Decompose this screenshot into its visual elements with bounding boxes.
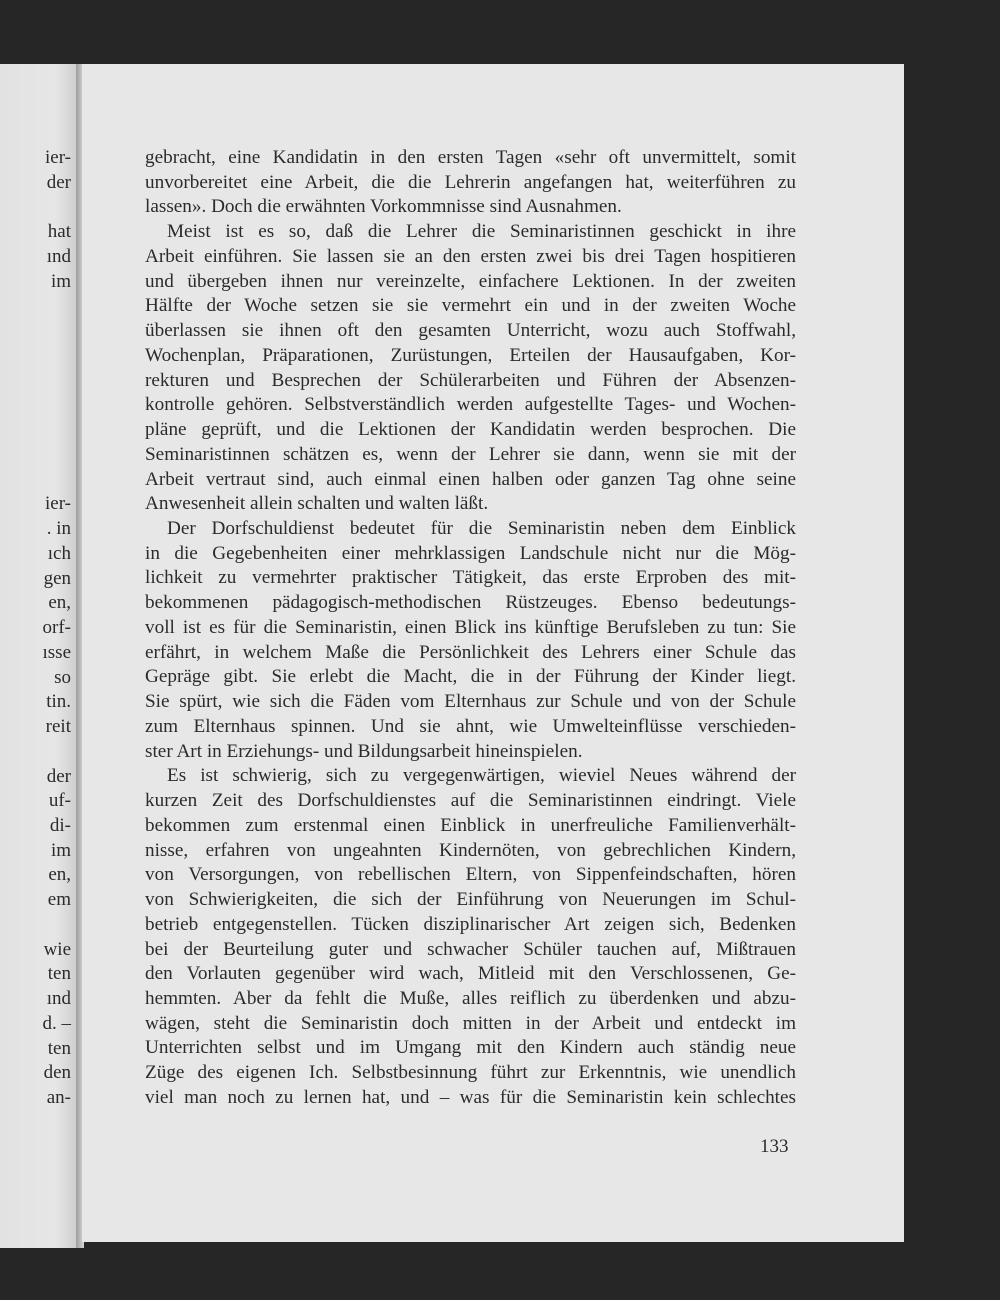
left-page-line-fragment: ıch: [47, 542, 71, 564]
left-page-line-fragment: der: [46, 171, 71, 193]
text-line: unvorbereitet eine Arbeit, die die Lehrerin angefangen hat, weiterführen zu: [145, 171, 796, 193]
left-page-line-fragment: den: [43, 1062, 71, 1084]
text-line: überlassen sie ihnen oft den gesamten Unterricht, wozu auch Stoffwahl,: [145, 320, 796, 342]
left-page-line-fragment: tin.: [46, 691, 71, 713]
left-page-line-fragment: uf-: [48, 790, 71, 812]
text-line: Der Dorfschuldienst bedeutet für die Seminaristin neben dem Einblick: [167, 518, 796, 540]
paragraph: [145, 517, 796, 764]
text-line: Es ist schwierig, sich zu vergegenwärtigen, wieviel Neues während der: [167, 765, 796, 787]
left-page-line-fragment: ısse: [42, 641, 71, 663]
text-line: Wochenplan, Präparationen, Zurüstungen, Erteilen der Hausaufgaben, Kor-: [145, 344, 796, 366]
left-page-line-fragment: ten: [47, 963, 71, 985]
text-line: bekommenen pädagogisch-methodischen Rüstzeuges. Ebenso bedeutungs-: [145, 592, 796, 614]
page-number: 133: [760, 1136, 789, 1157]
paragraph: [145, 146, 796, 220]
text-line: Seminaristinnen schätzen es, wenn der Lehrer sie dann, wenn sie mit der: [145, 443, 796, 465]
left-page-line-fragment: im: [50, 839, 71, 861]
text-line: bekommen zum erstenmal einen Einblick in unerfreuliche Familienverhält-: [145, 814, 796, 836]
text-line: pläne geprüft, und die Lektionen der Kandidatin werden besprochen. Die: [145, 419, 796, 441]
left-page-line-fragment: der: [46, 765, 71, 787]
text-line: zum Elternhaus spinnen. Und sie ahnt, wie Umwelteinflüsse verschieden-: [145, 715, 796, 737]
left-page-line-fragment: im: [50, 270, 71, 292]
left-page-line-fragment: em: [47, 889, 71, 911]
left-page-line-fragment: ten: [47, 1037, 71, 1059]
text-line: voll ist es für die Seminaristin, einen Blick ins künftige Berufsleben zu tun: Sie: [145, 616, 796, 638]
text-line: erfährt, in welchem Maße die Persönlichkeit des Lehrers einer Schule das: [145, 641, 796, 663]
text-line: nisse, erfahren von ungeahnten Kindernöten, von gebrechlichen Kindern,: [145, 839, 796, 861]
text-line: den Vorlauten gegenüber wird wach, Mitleid mit den Verschlossenen, Ge-: [145, 963, 796, 985]
left-page-line-fragment: en,: [48, 592, 71, 614]
text-line: viel man noch zu lernen hat, und – was für die Seminaristin kein schlechtes: [145, 1086, 796, 1108]
text-line: betrieb entgegenstellen. Tücken disziplinarischer Art zeigen sich, Bedenken: [145, 913, 796, 935]
paragraph: [145, 764, 796, 1110]
text-line: von Versorgungen, von rebellischen Eltern, von Sippenfeindschaften, hören: [145, 864, 796, 886]
text-line: Sie spürt, wie sich die Fäden vom Elternhaus zur Schule und von der Schule: [145, 691, 796, 713]
text-line: und übergeben ihnen nur vereinzelte, einfachere Lektionen. In der zweiten: [145, 270, 796, 292]
left-page-line-fragment: orf-: [42, 617, 71, 639]
left-page-line-fragment: so: [54, 666, 71, 688]
text-line: ster Art in Erziehungs- und Bildungsarbeit hineinspielen.: [145, 740, 583, 762]
paragraph: [145, 220, 796, 517]
text-line: bei der Beurteilung guter und schwacher Schüler tauchen auf, Mißtrauen: [145, 938, 796, 960]
text-line: Anwesenheit allein schalten und walten läßt.: [145, 493, 489, 515]
body-text: [145, 146, 796, 1111]
text-line: kurzen Zeit des Dorfschuldienstes auf die Seminaristinnen eindringt. Viele: [145, 790, 796, 812]
left-page-line-fragment: wie: [43, 938, 71, 960]
left-page-line-fragment: an-: [46, 1087, 71, 1109]
right-page: [82, 64, 904, 1242]
text-line: in die Gegebenheiten einer mehrklassigen Landschule nicht nur die Mög-: [145, 542, 796, 564]
text-line: Gepräge gibt. Sie erlebt die Macht, die in der Führung der Kinder liegt.: [145, 666, 796, 688]
text-line: gebracht, eine Kandidatin in den ersten Tagen «sehr oft unvermittelt, somit: [145, 147, 796, 168]
text-line: Meist ist es so, daß die Lehrer die Seminaristinnen geschickt in ihre: [167, 221, 796, 243]
left-page-line-fragment: ınd: [46, 988, 71, 1010]
text-line: Arbeit einführen. Sie lassen sie an den ersten zwei bis drei Tagen hospitieren: [145, 245, 796, 267]
left-page-line-fragment: ınd: [46, 245, 71, 267]
left-page-line-fragment: gen: [43, 567, 71, 589]
left-page-line-fragment: . in: [46, 518, 71, 540]
text-line: rekturen und Besprechen der Schülerarbeiten und Führen der Absenzen-: [145, 369, 796, 391]
text-line: kontrolle gehören. Selbstverständlich werden aufgestellte Tages- und Wochen-: [145, 394, 796, 416]
text-line: Hälfte der Woche setzen sie sie vermehrt ein und in der zweiten Woche: [145, 295, 796, 317]
text-line: Arbeit vertraut sind, auch einmal einen halben oder ganzen Tag ohne seine: [145, 468, 796, 490]
text-line: von Schwierigkeiten, die sich der Einführung von Neuerungen im Schul-: [145, 889, 796, 911]
left-page-line-fragment: di-: [49, 814, 71, 836]
left-page-line-fragment: d. –: [42, 1012, 71, 1034]
left-page-line-fragment: ier-: [45, 147, 71, 168]
text-line: lassen». Doch die erwähnten Vorkommnisse sind Ausnahmen.: [145, 196, 622, 218]
left-page-line-fragment: hat: [47, 221, 71, 243]
left-page-line-fragment: reit: [45, 716, 71, 738]
text-line: lichkeit zu vermehrter praktischer Tätigkeit, das erste Erproben des mit-: [145, 567, 796, 589]
text-line: wägen, steht die Seminaristin doch mitten in der Arbeit und entdeckt im: [145, 1012, 796, 1034]
left-page-line-fragment: ier-: [45, 493, 71, 515]
left-page-edge: [0, 64, 80, 1248]
text-line: hemmten. Aber da fehlt die Muße, alles reiflich zu überdenken und abzu-: [145, 987, 796, 1009]
text-line: Unterrichten selbst und im Umgang mit den Kindern auch ständig neue: [145, 1037, 796, 1059]
text-line: Züge des eigenen Ich. Selbstbesinnung führt zur Erkenntnis, wie unendlich: [145, 1062, 796, 1084]
left-page-line-fragment: en,: [48, 864, 71, 886]
